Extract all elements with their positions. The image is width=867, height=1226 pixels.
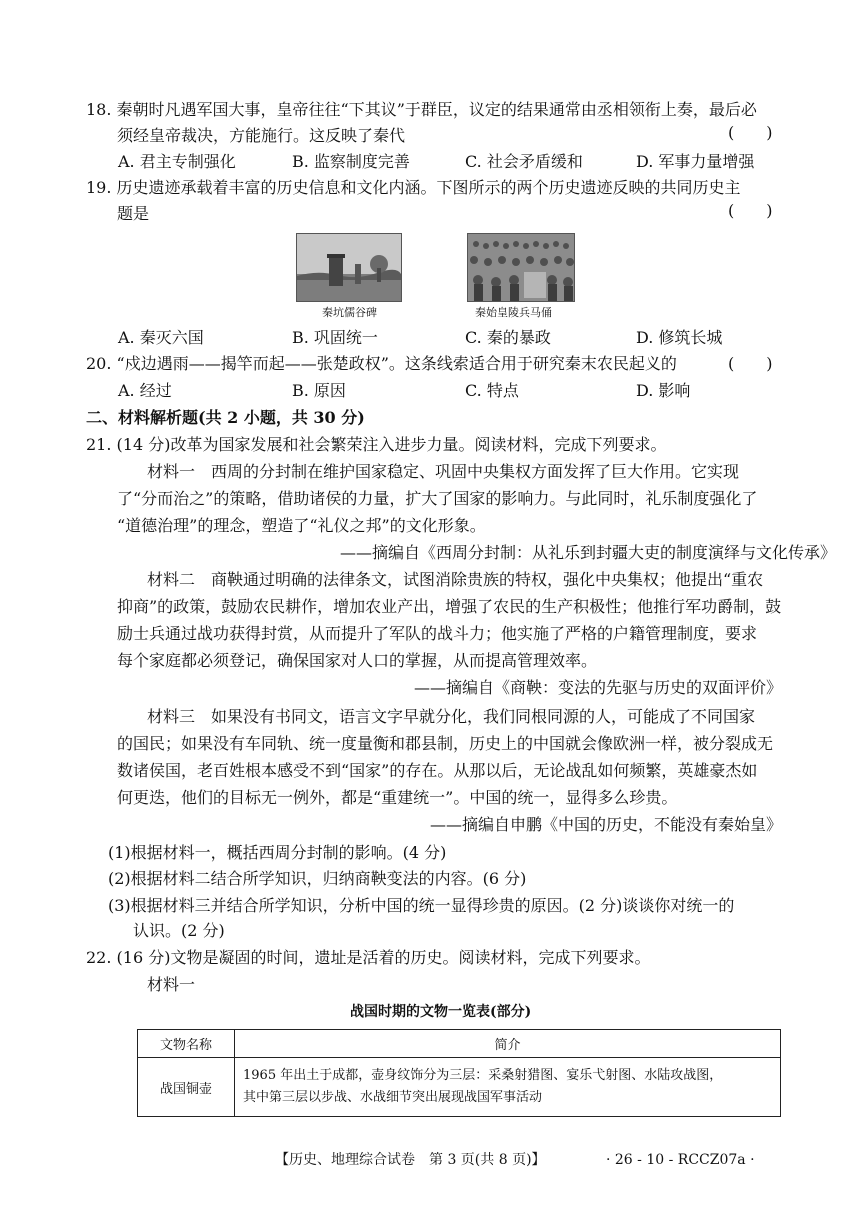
table-cell-name: 战国铜壶	[138, 1058, 235, 1117]
q21-intro: 21. (14 分)改革为国家发展和社会繁荣注入进步力量。阅读材料，完成下列要求。	[86, 435, 667, 454]
q21-material1-line3: “道德治理”的理念，塑造了“礼仪之邦”的文化形象。	[117, 516, 486, 535]
q21-material3-source: ——摘编自申鹏《中国的历史，不能没有秦始皇》	[429, 815, 782, 834]
q19-stem-line1: 19. 历史遗迹承载着丰富的历史信息和文化内涵。下图所示的两个历史遗迹反映的共同历史主	[86, 178, 741, 197]
q21-material1-line2: 了“分而治之”的策略，借助诸侯的力量，扩大了国家的影响力。与此同时，礼乐制度强化了	[117, 489, 758, 508]
table-cell-desc-line1: 1965 年出土于成都，壶身纹饰分为三层：采桑射猎图、宴乐弋射图、水陆攻战图，	[243, 1068, 723, 1083]
q18-option-b: B. 监察制度完善	[292, 152, 410, 171]
q21-material3-line1: 材料三 如果没有书同文，语言文字早就分化，我们同根同源的人，可能成了不同国家	[147, 707, 756, 726]
q22-intro: 22. (16 分)文物是凝固的时间，遗址是活着的历史。阅读材料，完成下列要求。	[86, 948, 651, 967]
stele-photo	[296, 233, 402, 302]
table-row	[138, 1058, 781, 1117]
q21-requirement-3-line2: 认识。(2 分)	[133, 921, 225, 940]
q20-option-c: C. 特点	[465, 381, 519, 400]
q19-option-b: B. 巩固统一	[292, 328, 378, 347]
q19-option-a: A. 秦灭六国	[118, 328, 204, 347]
q18-stem-line2: 须经皇帝裁决，方能施行。这反映了秦代	[117, 126, 406, 145]
q21-material3-line4: 何更迭，他们的目标无一例外，都是“重建统一”。中国的统一，显得多么珍贵。	[117, 788, 678, 807]
q21-material3-line2: 的国民；如果没有车同轨、统一度量衡和郡县制，历史上的中国就会像欧洲一样，被分裂成无	[117, 734, 774, 753]
q21-requirement-1: (1)根据材料一，概括西周分封制的影响。(4 分)	[108, 843, 447, 862]
q18-option-c: C. 社会矛盾缓和	[465, 152, 583, 171]
q18-option-d: D. 军事力量增强	[636, 152, 755, 171]
q21-requirement-3-line1: (3)根据材料三并结合所学知识，分析中国的统一显得珍贵的原因。(2 分)谈谈你对统一的	[108, 896, 735, 915]
q18-option-a: A. 君主专制强化	[118, 152, 236, 171]
q20-option-d: D. 影响	[636, 381, 691, 400]
artifact-table	[137, 1029, 781, 1117]
terracotta-army-photo	[467, 233, 575, 302]
footer-code: · 26 - 10 - RCCZ07a ·	[606, 1152, 755, 1168]
q20-answer-paren: ( )	[728, 354, 773, 373]
q18-stem-line1: 18. 秦朝时凡遇军国大事，皇帝往往“下其议”于群臣，议定的结果通常由丞相领衔上奏，最后必	[86, 100, 757, 119]
table-cell-desc-line2: 其中第三层以步战、水战细节突出展现战国军事活动	[243, 1090, 543, 1105]
q22-table-title: 战国时期的文物一览表(部分)	[350, 1004, 532, 1020]
q19-stem-line2: 题是	[117, 204, 150, 223]
q20-stem: 20. “戍边遇雨——揭竿而起——张楚政权”。这条线索适合用于研究秦末农民起义的	[86, 354, 677, 373]
q21-material1-source: ——摘编自《西周分封制：从礼乐到封疆大吏的制度演绎与文化传承》	[340, 543, 837, 562]
table-header-name: 文物名称	[138, 1030, 235, 1058]
q21-material2-line3: 励士兵通过战功获得封赏，从而提升了军队的战斗力；他实施了严格的户籍管理制度，要求	[117, 624, 758, 643]
q19-option-c: C. 秦的暴政	[465, 328, 551, 347]
q18-answer-paren: ( )	[728, 123, 773, 142]
table-header-row	[138, 1030, 781, 1058]
q21-material1-line1: 材料一 西周的分封制在维护国家稳定、巩固中央集权方面发挥了巨大作用。它实现	[147, 462, 740, 481]
q21-material2-source: ——摘编自《商鞅：变法的先驱与历史的双面评价》	[413, 678, 782, 697]
table-header-desc: 简介	[235, 1030, 781, 1058]
section-2-title: 二、材料解析题(共 2 小题，共 30 分)	[86, 408, 365, 427]
q22-material1-label: 材料一	[147, 975, 196, 994]
q19-option-d: D. 修筑长城	[636, 328, 723, 347]
q21-material2-line2: 抑商”的政策，鼓励农民耕作，增加农业产出，增强了农民的生产积极性；他推行军功爵制，鼓	[117, 597, 782, 616]
stele-caption: 秦坑儒谷碑	[322, 306, 377, 319]
q21-material2-line4: 每个家庭都必须登记，确保国家对人口的掌握，从而提高管理效率。	[117, 651, 598, 670]
table-cell-desc	[235, 1058, 781, 1117]
q21-material3-line3: 数诸侯国，老百姓根本感受不到“国家”的存在。从那以后，无论战乱如何频繁，英雄豪杰如	[117, 761, 758, 780]
q20-option-a: A. 经过	[118, 381, 172, 400]
footer-page-info: 【历史、地理综合试卷 第 3 页(共 8 页)】	[275, 1152, 546, 1168]
q19-answer-paren: ( )	[728, 201, 773, 220]
q21-material2-line1: 材料二 商鞅通过明确的法律条文，试图消除贵族的特权，强化中央集权；他提出“重农	[147, 570, 764, 589]
q21-requirement-2: (2)根据材料二结合所学知识，归纳商鞅变法的内容。(6 分)	[108, 869, 527, 888]
q20-option-b: B. 原因	[292, 381, 346, 400]
terracotta-caption: 秦始皇陵兵马俑	[475, 306, 552, 319]
